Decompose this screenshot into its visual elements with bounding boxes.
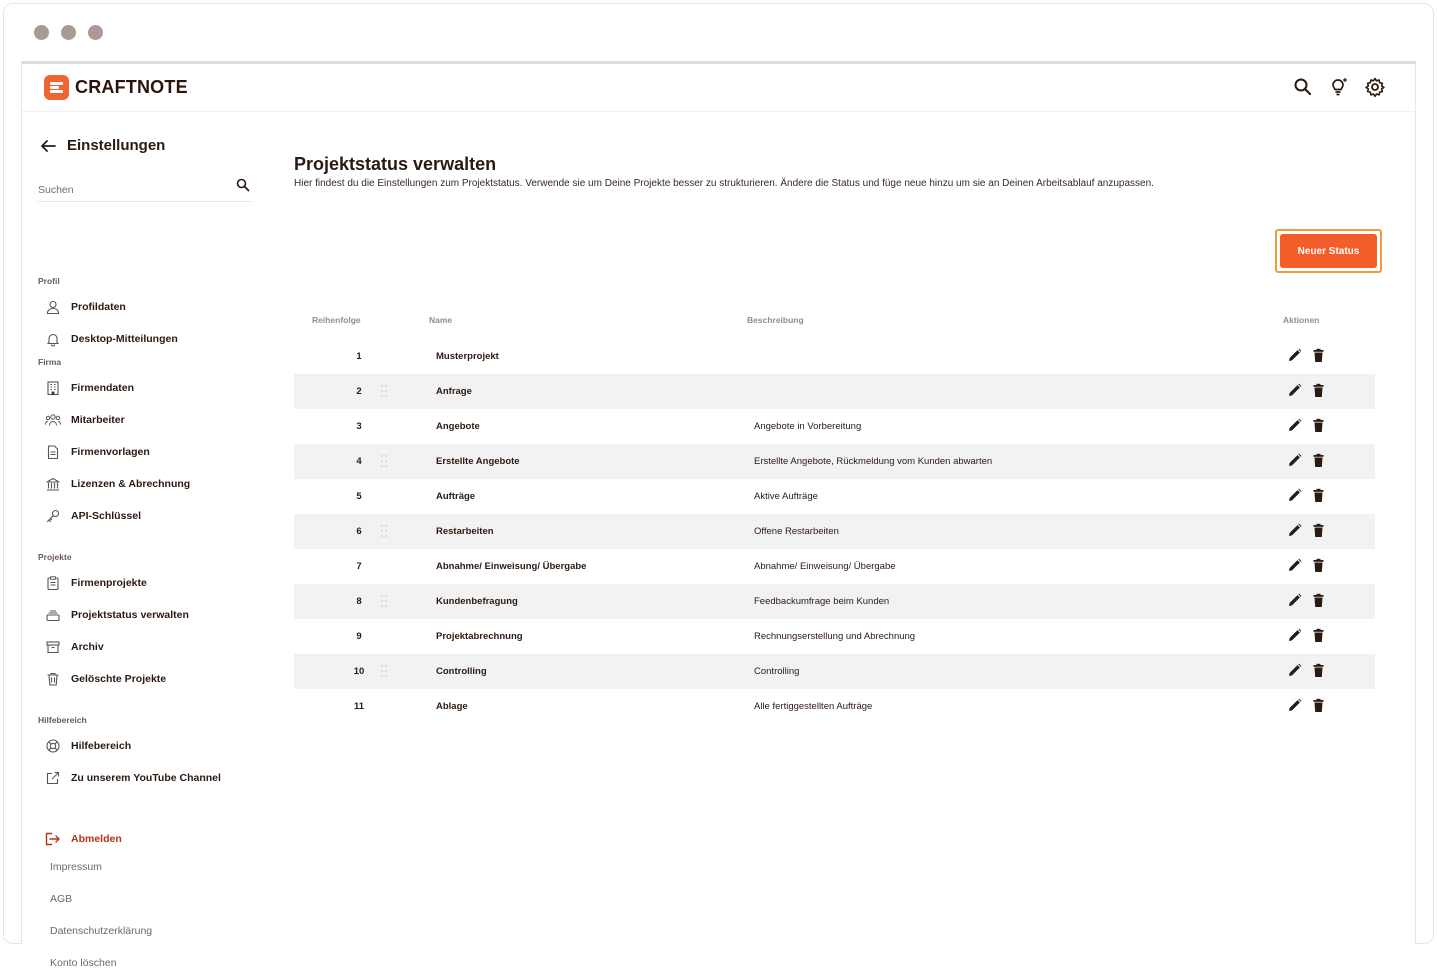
arrow-left-icon[interactable] (40, 139, 56, 153)
sidebar-item-firmendaten[interactable] (45, 377, 134, 399)
top-bar (22, 64, 1415, 112)
pencil-icon[interactable] (1287, 628, 1302, 643)
table-row[interactable] (294, 549, 1375, 584)
sidebar-item-label: Zu unserem YouTube Channel (71, 772, 221, 784)
top-actions (1293, 77, 1385, 97)
row-name: Ablage (436, 701, 468, 712)
agb-link[interactable]: AGB (50, 893, 73, 905)
row-name: Erstellte Angebote (436, 456, 520, 467)
bank-icon (45, 476, 61, 492)
sidebar-search (38, 174, 252, 202)
section-label-projekte: Projekte (38, 552, 72, 562)
row-order: 7 (356, 561, 362, 572)
window-minimize-dot[interactable] (61, 25, 76, 40)
column-header-name: Name (429, 315, 453, 325)
row-name: Projektabrechnung (436, 631, 523, 642)
logout-label: Abmelden (71, 833, 122, 845)
table-row[interactable] (294, 409, 1375, 444)
sidebar-item-firmenprojekte[interactable] (45, 572, 147, 594)
sidebar-item-geloeschte-projekte[interactable] (45, 668, 166, 690)
new-status-button[interactable]: Neuer Status (1280, 234, 1377, 268)
row-description: Controlling (754, 666, 800, 677)
section-label-profil: Profil (38, 276, 60, 286)
section-label-firma: Firma (38, 357, 62, 367)
row-actions (1287, 418, 1326, 433)
pencil-icon[interactable] (1287, 453, 1302, 468)
clipboard-icon (45, 575, 61, 591)
drag-handle-icon[interactable] (380, 454, 388, 468)
sidebar-search-input[interactable] (38, 174, 218, 200)
table-row[interactable] (294, 654, 1375, 689)
row-description: Offene Restarbeiten (754, 526, 839, 537)
page-description: Hier findest du die Einstellungen zum Projektstatus. Verwende sie um Deine Projekte besser zu strukturieren. Ändere die Status und füge neue hinzu um sie an Deinen Arbeitsablauf anzupassen. (294, 178, 1154, 189)
table-header (294, 315, 1375, 329)
table-row[interactable] (294, 619, 1375, 654)
trash-icon[interactable] (1311, 348, 1326, 363)
drag-handle-icon[interactable] (380, 664, 388, 678)
row-order: 11 (353, 701, 365, 712)
column-header-description: Beschreibung (747, 315, 804, 325)
row-actions (1287, 593, 1326, 608)
app-name: CRAFTNOTE (75, 77, 188, 97)
row-order: 8 (356, 596, 362, 607)
row-name: Aufträge (436, 491, 476, 502)
trash-icon[interactable] (1311, 593, 1326, 608)
sidebar-item-archiv[interactable] (45, 636, 104, 658)
sidebar-item-projektstatus[interactable] (45, 604, 189, 626)
window-controls (34, 25, 103, 40)
row-order: 10 (353, 666, 365, 677)
new-status-highlight (1275, 229, 1382, 273)
row-order: 1 (356, 351, 362, 362)
row-actions (1287, 628, 1326, 643)
window-maximize-dot[interactable] (88, 25, 103, 40)
external-link-icon (45, 770, 61, 786)
row-name: Controlling (436, 666, 487, 677)
search-icon[interactable] (236, 178, 250, 192)
sidebar-item-label: Profildaten (71, 301, 126, 313)
table-row[interactable] (294, 479, 1375, 514)
table-row[interactable] (294, 584, 1375, 619)
sidebar-item-label: Projektstatus verwalten (71, 609, 189, 621)
pencil-icon[interactable] (1287, 523, 1302, 538)
craftnote-logo-icon (44, 75, 69, 100)
user-icon (45, 299, 61, 315)
delete-account-link[interactable]: Konto löschen (50, 957, 117, 969)
pencil-icon[interactable] (1287, 348, 1302, 363)
stack-icon (45, 607, 61, 623)
document-icon (45, 444, 61, 460)
team-icon (45, 412, 61, 428)
key-icon (45, 508, 61, 524)
row-description: Rechnungserstellung und Abrechnung (754, 631, 916, 642)
column-header-order: Reihenfolge (312, 315, 361, 325)
archive-icon (45, 639, 61, 655)
trash-icon[interactable] (1311, 383, 1326, 398)
row-name: Abnahme/ Einweisung/ Übergabe (436, 561, 587, 572)
row-name: Anfrage (436, 386, 472, 397)
logout-icon (45, 831, 61, 847)
sidebar-item-hilfebereich[interactable] (45, 735, 131, 757)
sidebar-item-label: API-Schlüssel (71, 510, 142, 522)
table-row[interactable] (294, 689, 1375, 724)
sidebar-item-youtube[interactable] (45, 767, 221, 789)
row-order: 4 (356, 456, 362, 467)
page-title: Projektstatus verwalten (294, 154, 497, 174)
row-actions (1287, 488, 1326, 503)
sidebar-item-label: Desktop-Mitteilungen (71, 333, 178, 345)
datenschutz-link[interactable]: Datenschutzerklärung (50, 925, 153, 937)
row-name: Restarbeiten (436, 526, 494, 537)
trash-icon[interactable] (1311, 663, 1326, 678)
sidebar-item-desktop-mitteilungen[interactable] (45, 328, 178, 350)
pencil-icon[interactable] (1287, 488, 1302, 503)
window-close-dot[interactable] (34, 25, 49, 40)
sidebar-item-mitarbeiter[interactable] (45, 409, 125, 431)
row-order: 2 (356, 386, 362, 397)
section-label-hilfe: Hilfebereich (38, 715, 87, 725)
row-description: Feedbackumfrage beim Kunden (754, 596, 890, 607)
lifebuoy-icon (45, 738, 61, 754)
pencil-icon[interactable] (1287, 558, 1302, 573)
pencil-icon[interactable] (1287, 383, 1302, 398)
row-description: Abnahme/ Einweisung/ Übergabe (754, 561, 896, 572)
trash-outline-icon (45, 671, 61, 687)
sidebar-item-profildaten[interactable] (45, 296, 126, 318)
drag-handle-icon[interactable] (380, 524, 388, 538)
sidebar-item-api-schluessel[interactable] (45, 505, 141, 527)
sidebar-item-label: Firmenprojekte (71, 577, 147, 589)
trash-icon[interactable] (1311, 418, 1326, 433)
pencil-icon[interactable] (1287, 418, 1302, 433)
building-icon (45, 380, 61, 396)
sidebar-item-label: Mitarbeiter (71, 414, 125, 426)
trash-icon[interactable] (1311, 453, 1326, 468)
table-row[interactable] (294, 444, 1375, 479)
logout-button[interactable] (45, 828, 122, 850)
sidebar-item-label: Gelöschte Projekte (71, 673, 167, 685)
sidebar-item-label: Archiv (71, 641, 104, 653)
sidebar-item-label: Hilfebereich (71, 740, 132, 752)
row-description: Aktive Aufträge (754, 491, 818, 502)
row-actions (1287, 698, 1326, 713)
sidebar-item-label: Lizenzen & Abrechnung (71, 478, 191, 490)
row-actions (1287, 383, 1326, 398)
bell-icon (45, 331, 61, 347)
row-actions (1287, 558, 1326, 573)
trash-icon[interactable] (1311, 698, 1326, 713)
trash-icon[interactable] (1311, 628, 1326, 643)
row-description: Erstellte Angebote, Rückmeldung vom Kunden abwarten (754, 456, 993, 467)
row-description: Alle fertiggestellten Aufträge (754, 701, 873, 712)
app-window (21, 61, 1416, 969)
trash-icon[interactable] (1311, 488, 1326, 503)
sidebar-item-firmenvorlagen[interactable] (45, 441, 150, 463)
row-description: Angebote in Vorbereitung (754, 421, 862, 432)
trash-icon[interactable] (1311, 558, 1326, 573)
sidebar-title: Einstellungen (67, 137, 166, 154)
pencil-icon[interactable] (1287, 663, 1302, 678)
row-order: 3 (356, 421, 362, 432)
sidebar-item-label: Firmendaten (71, 382, 135, 394)
row-actions (1287, 663, 1326, 678)
row-name: Kundenbefragung (436, 596, 518, 607)
search-icon[interactable] (1293, 77, 1313, 97)
pencil-icon[interactable] (1287, 698, 1302, 713)
table-row[interactable] (294, 339, 1375, 374)
status-table-body (294, 339, 1375, 724)
table-row[interactable] (294, 374, 1375, 409)
trash-icon[interactable] (1311, 523, 1326, 538)
pencil-icon[interactable] (1287, 593, 1302, 608)
row-name: Musterprojekt (436, 351, 499, 362)
row-actions (1287, 453, 1326, 468)
column-header-actions: Aktionen (1283, 315, 1320, 325)
back-to-settings[interactable] (40, 137, 165, 154)
row-actions (1287, 523, 1326, 538)
table-row[interactable] (294, 514, 1375, 549)
sidebar-item-label: Firmenvorlagen (71, 446, 150, 458)
impressum-link[interactable]: Impressum (50, 861, 102, 873)
row-name: Angebote (436, 421, 480, 432)
row-actions (1287, 348, 1326, 363)
row-order: 6 (356, 526, 362, 537)
gear-icon[interactable] (1365, 77, 1385, 97)
row-order: 5 (356, 491, 362, 502)
row-order: 9 (356, 631, 362, 642)
app-logo[interactable] (44, 75, 188, 100)
lightbulb-icon[interactable] (1329, 77, 1349, 97)
drag-handle-icon[interactable] (380, 384, 388, 398)
drag-handle-icon[interactable] (380, 594, 388, 608)
sidebar-item-lizenzen[interactable] (45, 473, 190, 495)
